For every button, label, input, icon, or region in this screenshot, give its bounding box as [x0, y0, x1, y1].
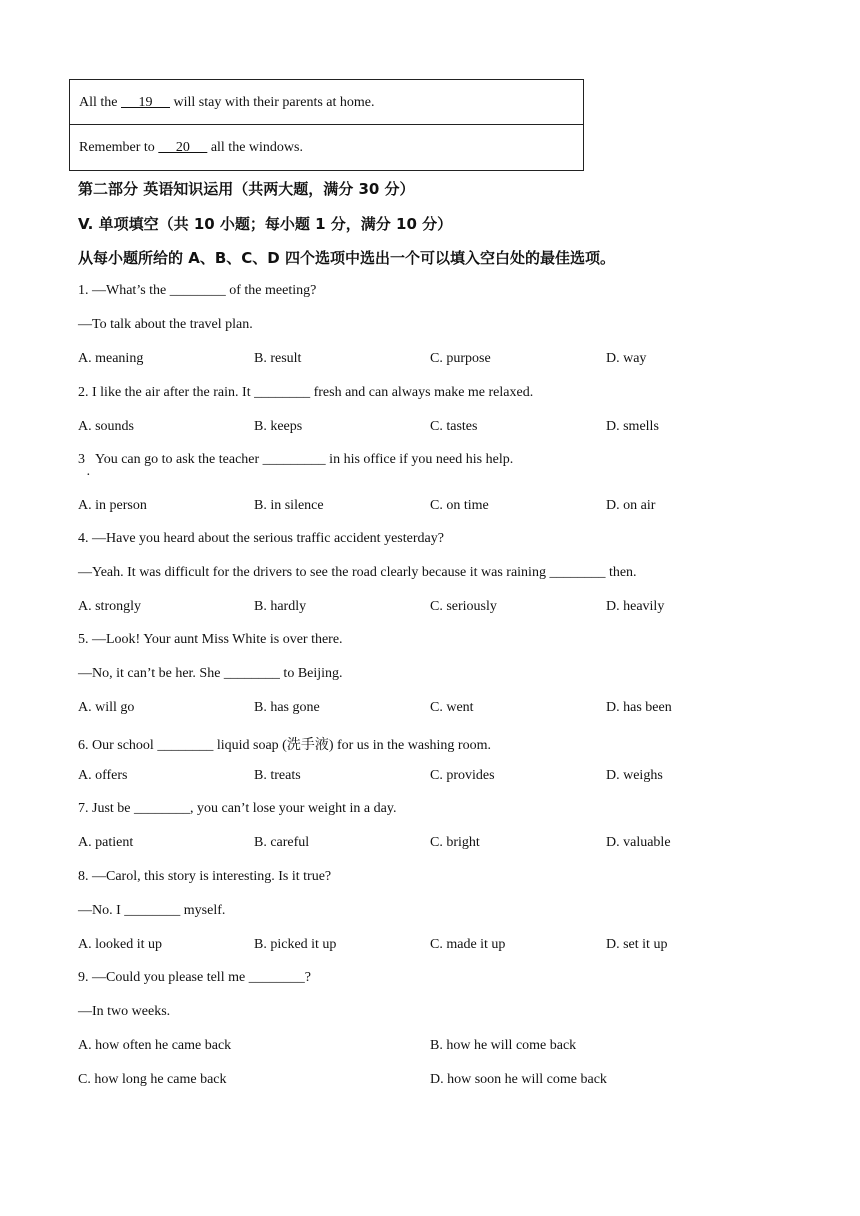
question-3-dot: ·: [86, 468, 91, 483]
question-8-line-1: 8. —Carol, this story is interesting. Is it true?: [78, 869, 332, 884]
question-4-line-2: —Yeah. It was difficult for the drivers to see the road clearly because it was raining ________ then.: [78, 565, 637, 580]
question-6-line-1: 6. Our school ________ liquid soap (洗手液) for us in the washing room.: [78, 738, 491, 753]
table-row: [70, 125, 583, 170]
part-title: 第二部分 英语知识运用（共两大题，满分 30 分）: [78, 180, 415, 198]
fill-in-table: [69, 79, 584, 171]
option-d[interactable]: D. how soon he will come back: [430, 1072, 607, 1087]
option-d[interactable]: D. on air: [606, 498, 656, 513]
option-c[interactable]: C. provides: [430, 768, 495, 783]
option-c[interactable]: C. tastes: [430, 419, 478, 434]
table-row: [70, 80, 583, 125]
question-5-line-1: 5. —Look! Your aunt Miss White is over there.: [78, 632, 343, 647]
option-c[interactable]: C. made it up: [430, 937, 506, 952]
row-text-after: all the windows.: [207, 140, 303, 155]
option-d[interactable]: D. way: [606, 351, 647, 366]
option-d[interactable]: D. valuable: [606, 835, 671, 850]
blank-19: 19: [121, 95, 170, 110]
option-a[interactable]: A. sounds: [78, 419, 135, 434]
option-b[interactable]: B. result: [254, 351, 302, 366]
option-d[interactable]: D. has been: [606, 700, 672, 715]
question-7-line-1: 7. Just be ________, you can’t lose your weight in a day.: [78, 801, 397, 816]
row-text-before: Remember to: [79, 140, 159, 155]
option-a[interactable]: A. will go: [78, 700, 135, 715]
row-text-before: All the: [79, 95, 121, 110]
option-b[interactable]: B. keeps: [254, 419, 303, 434]
option-c[interactable]: C. purpose: [430, 351, 491, 366]
question-1-line-2: —To talk about the travel plan.: [78, 317, 253, 332]
option-c[interactable]: C. bright: [430, 835, 480, 850]
option-d[interactable]: D. set it up: [606, 937, 668, 952]
option-b[interactable]: B. has gone: [254, 700, 320, 715]
option-b[interactable]: B. careful: [254, 835, 310, 850]
option-d[interactable]: D. weighs: [606, 768, 663, 783]
option-b[interactable]: B. how he will come back: [430, 1038, 577, 1053]
option-a[interactable]: A. offers: [78, 768, 128, 783]
question-8-line-2: —No. I ________ myself.: [78, 903, 226, 918]
option-c[interactable]: C. went: [430, 700, 474, 715]
option-d[interactable]: D. heavily: [606, 599, 665, 614]
option-a[interactable]: A. how often he came back: [78, 1038, 232, 1053]
option-a[interactable]: A. meaning: [78, 351, 144, 366]
option-c[interactable]: C. seriously: [430, 599, 497, 614]
question-1-line-1: 1. —What’s the ________ of the meeting?: [78, 283, 317, 298]
option-a[interactable]: A. patient: [78, 835, 134, 850]
option-b[interactable]: B. treats: [254, 768, 301, 783]
instruction-text: 从每小题所给的 A、B、C、D 四个选项中选出一个可以填入空白处的最佳选项。: [78, 249, 615, 267]
question-9-line-1: 9. —Could you please tell me ________?: [78, 970, 311, 985]
question-4-line-1: 4. —Have you heard about the serious traffic accident yesterday?: [78, 531, 444, 546]
option-b[interactable]: B. picked it up: [254, 937, 337, 952]
question-9-line-2: —In two weeks.: [78, 1004, 171, 1019]
option-c[interactable]: C. how long he came back: [78, 1072, 227, 1087]
option-b[interactable]: B. hardly: [254, 599, 307, 614]
question-3-line-1: 3 You can go to ask the teacher _________ in his office if you need his help.: [78, 452, 514, 467]
blank-20: 20: [158, 140, 208, 155]
row-text-after: will stay with their parents at home.: [170, 95, 375, 110]
option-a[interactable]: A. strongly: [78, 599, 141, 614]
question-2-line-1: 2. I like the air after the rain. It ________ fresh and can always make me relaxed.: [78, 385, 534, 400]
section-title: V. 单项填空（共 10 小题；每小题 1 分，满分 10 分）: [78, 215, 453, 233]
option-a[interactable]: A. looked it up: [78, 937, 162, 952]
question-5-line-2: —No, it can’t be her. She ________ to Beijing.: [78, 666, 343, 681]
option-d[interactable]: D. smells: [606, 419, 659, 434]
option-a[interactable]: A. in person: [78, 498, 147, 513]
option-c[interactable]: C. on time: [430, 498, 489, 513]
option-b[interactable]: B. in silence: [254, 498, 324, 513]
